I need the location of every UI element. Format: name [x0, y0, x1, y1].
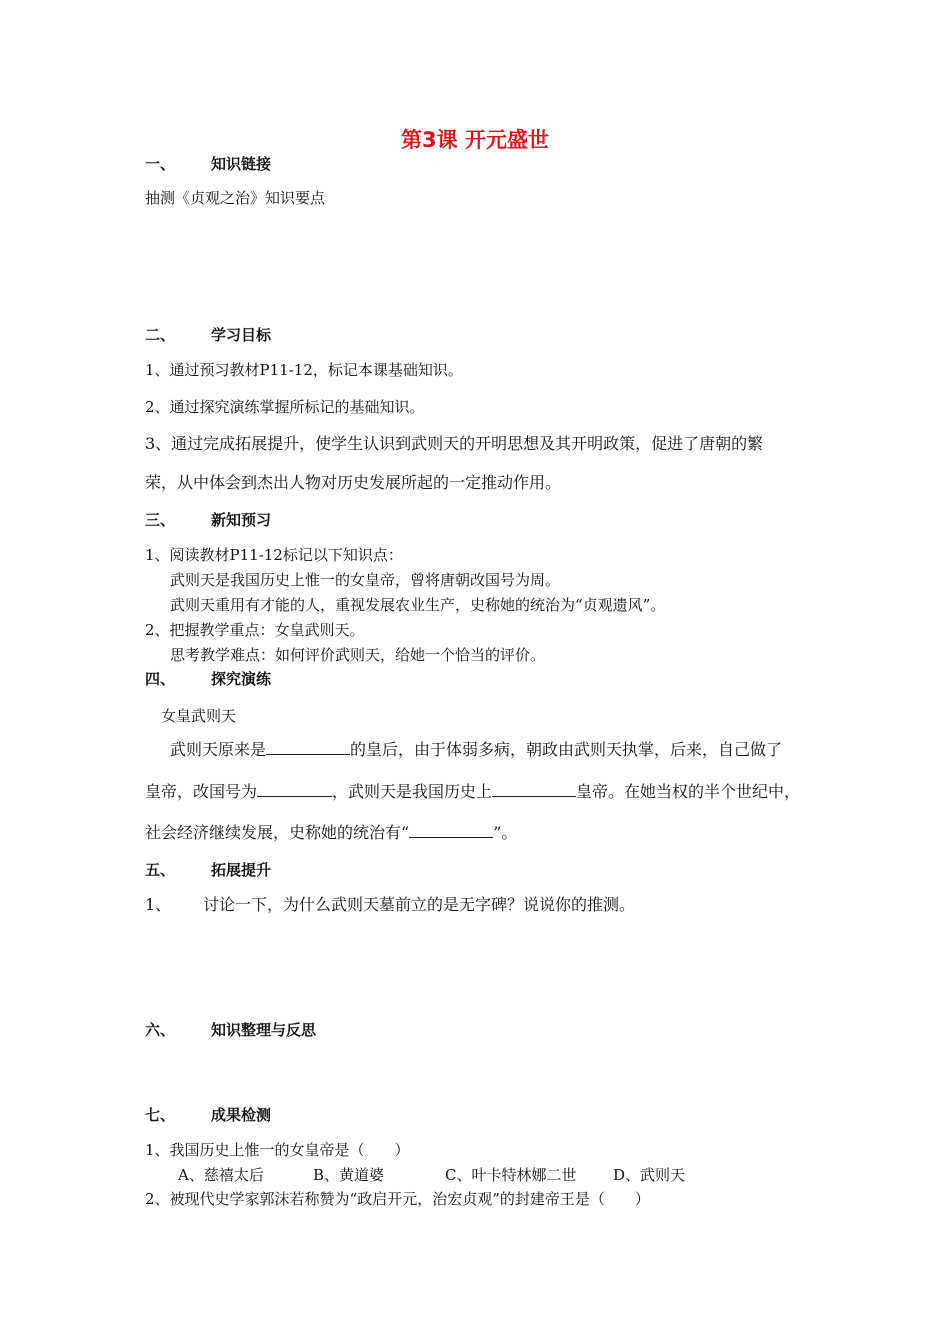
option-b[interactable]: B、黄道婆	[313, 1166, 385, 1184]
goal-item: 2、通过探究演练掌握所标记的基础知识。	[145, 398, 425, 416]
section-heading-3	[145, 510, 271, 530]
section-label: 知识链接	[211, 155, 272, 173]
option-d[interactable]: D、武则天	[613, 1166, 686, 1184]
section-number: 四、	[145, 670, 176, 688]
quiz-question: 1、我国历史上惟一的女皇帝是（ ）	[145, 1141, 410, 1159]
option-a[interactable]: A、慈禧太后	[178, 1166, 264, 1184]
discussion-question	[145, 895, 635, 915]
section-number: 二、	[145, 326, 176, 344]
preview-item: 武则天重用有才能的人，重视发展农业生产，史称她的统治为“贞观遗风”。	[170, 596, 666, 614]
section-label: 知识整理与反思	[211, 1021, 317, 1039]
section-label: 成果检测	[211, 1106, 272, 1124]
section-number: 七、	[145, 1106, 176, 1124]
preview-item: 2、把握教学重点：女皇武则天。	[145, 621, 365, 639]
section-number: 三、	[145, 511, 176, 529]
section-label: 拓展提升	[211, 861, 272, 879]
preview-item: 武则天是我国历史上惟一的女皇帝，曾将唐朝改国号为周。	[170, 571, 561, 589]
option-c[interactable]: C、叶卡特林娜二世	[445, 1166, 577, 1184]
exercise-subtitle: 女皇武则天	[161, 707, 237, 725]
section-heading-7	[145, 1105, 271, 1125]
quiz-options	[178, 1165, 685, 1185]
quiz-question: 2、被现代史学家郭沫若称赞为“政启开元，治宏贞观”的封建帝王是（ ）	[145, 1190, 650, 1208]
section-heading-6	[145, 1020, 316, 1040]
section-number: 一、	[145, 155, 176, 173]
section-label: 探究演练	[211, 670, 272, 688]
fill-blank[interactable]	[492, 782, 576, 797]
section-1-body: 抽测《贞观之治》知识要点	[145, 189, 326, 207]
section-number: 六、	[145, 1021, 176, 1039]
section-heading-5	[145, 860, 271, 880]
page-title: 第3课 开元盛世	[401, 128, 549, 152]
exercise-paragraph-line: 社会经济继续发展，史称她的统治有“ ”。	[145, 823, 518, 842]
preview-item: 1、阅读教材P11-12标记以下知识点：	[145, 546, 403, 564]
fill-blank[interactable]	[257, 782, 332, 797]
section-label: 新知预习	[211, 511, 272, 529]
section-number: 五、	[145, 861, 176, 879]
preview-item: 思考教学难点：如何评价武则天，给她一个恰当的评价。	[170, 646, 546, 664]
goal-item: 3、通过完成拓展提升，使学生认识到武则天的开明思想及其开明政策，促进了唐朝的繁	[145, 434, 764, 453]
exercise-paragraph-line: 皇帝，改国号为 ，武则天是我国历史上 皇帝。在她当权的半个世纪中，	[145, 782, 801, 801]
section-heading-4	[145, 669, 271, 689]
section-heading-2	[145, 325, 271, 345]
fill-blank[interactable]	[266, 740, 350, 755]
question-number: 1、	[145, 895, 172, 914]
goal-item: 1、通过预习教材P11-12，标记本课基础知识。	[145, 361, 463, 379]
exercise-paragraph-line: 武则天原来是 的皇后，由于体弱多病，朝政由武则天执掌，后来，自己做了	[170, 740, 783, 759]
goal-item: 荣，从中体会到杰出人物对历史发展所起的一定推动作用。	[145, 473, 562, 492]
section-label: 学习目标	[211, 326, 272, 344]
fill-blank[interactable]	[409, 823, 493, 838]
question-text: 讨论一下，为什么武则天墓前立的是无字碑？说说你的推测。	[203, 895, 636, 914]
section-heading-1	[145, 154, 271, 174]
